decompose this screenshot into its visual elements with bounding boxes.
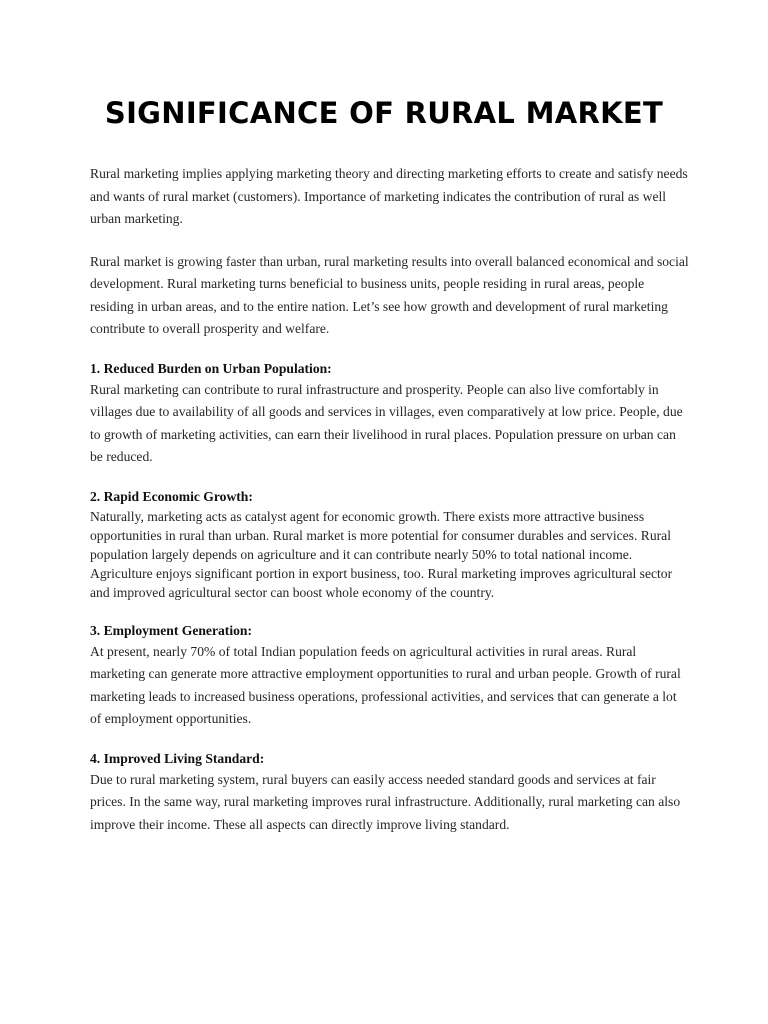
section-heading: 1. Reduced Burden on Urban Population: <box>90 360 332 376</box>
section-heading: 2. Rapid Economic Growth: <box>90 488 253 504</box>
section-heading: 4. Improved Living Standard: <box>90 750 265 766</box>
section-text: At present, nearly 70% of total Indian population feeds on agricultural activities in rural areas. Rural marketing can generate more attractive employment opportunities to rural and urban people. Growth of rural marketing leads to increased business operations, professional activities, and services that can generate a lot of employment opportunities. <box>90 643 681 727</box>
intro-paragraph-1: Rural marketing implies applying marketing theory and directing marketing efforts to create and satisfy needs and wants of rural market (customers). Importance of marketing indicates the contribution of rural as well urban marketing. <box>90 166 688 226</box>
document-body <box>90 163 690 836</box>
section-employment <box>90 621 690 731</box>
section-text: Naturally, marketing acts as catalyst agent for economic growth. There exists more attractive business opportunities in rural than urban. Rural market is more potential for consumer durables and services. Rural population largely depends on agriculture and it can contribute nearly 50% to total national income. Agriculture enjoys significant portion in export business, too. Rural marketing improves agricultural sector and improved agricultural sector can boost whole economy of the country. <box>90 508 673 601</box>
spacer <box>90 341 690 359</box>
spacer <box>90 731 690 749</box>
section-rapid-growth <box>90 487 690 603</box>
section-reduced-burden <box>90 359 690 469</box>
section-text: Due to rural marketing system, rural buyers can easily access needed standard goods and services at fair prices. In the same way, rural marketing improves rural infrastructure. Additionally, rural marketing can also improve their income. These all aspects can directly improve living standard. <box>90 771 681 832</box>
page-title: SIGNIFICANCE OF RURAL MARKET <box>104 96 664 130</box>
spacer <box>90 603 690 621</box>
section-living-standard <box>90 749 690 837</box>
section-text: Rural marketing can contribute to rural infrastructure and prosperity. People can also live comfortably in villages due to availability of all goods and services in villages, even comparatively at low price. People, due to growth of marketing activities, can earn their livelihood in rural places. Population pressure on urban can be reduced. <box>90 381 683 464</box>
spacer <box>90 469 690 487</box>
intro-paragraph-2: Rural market is growing faster than urban, rural marketing results into overall balanced economical and social development. Rural marketing turns beneficial to business units, people residing in rural areas, people residing in urban areas, and to the entire nation. Let’s see how growth and development of rural marketing contribute to overall prosperity and welfare. <box>90 253 689 336</box>
section-heading: 3. Employment Generation: <box>90 622 252 638</box>
spacer <box>90 231 690 251</box>
